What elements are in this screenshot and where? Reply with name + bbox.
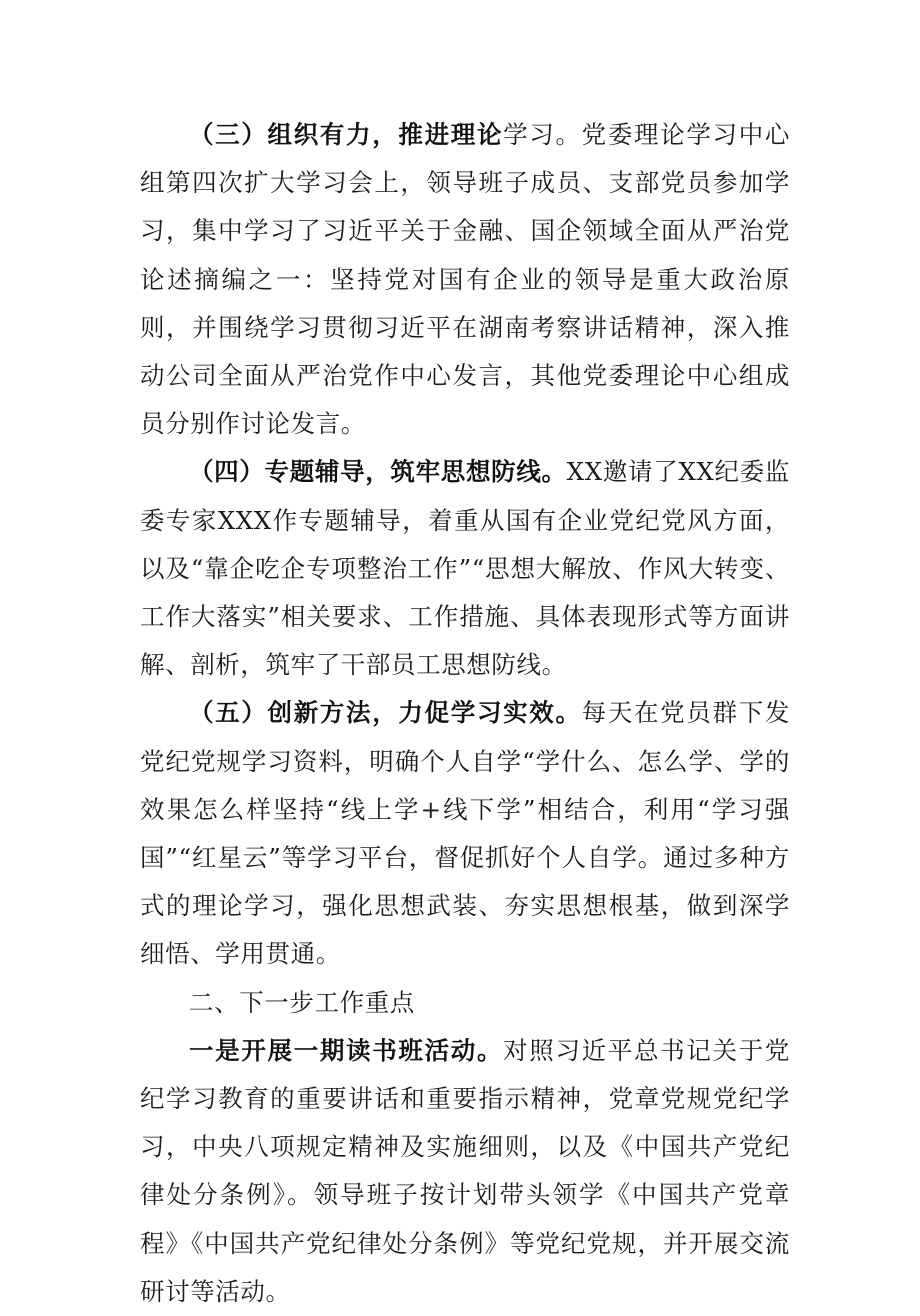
paragraph-text: 对照习近平总书记关于党纪学习教育的重要讲话和重要指示精神，党章党规党纪学习，中央八项规定精神及实施细则，以及《中国共产党纪律处分条例》。领导班子按计划带头领学《中国共产党章程》《中国共产党纪律处分条例》等党纪党规，并开展交流研讨等活动。	[140, 1035, 790, 1306]
paragraph-text: 每天在党员群下发党纪党规学习资料，明确个人自学“学什么、怎么学、学的效果怎么样坚持“线上学+线下学”相结合，利用“学习强国”“红星云”等学习平台，督促抓好个人自学。通过多种方式的理论学习，强化思想武装、夯实思想根基，做到深学细悟、学用贯通。	[140, 698, 790, 969]
paragraph-lead: 一是开展一期读书班活动。	[189, 1035, 504, 1065]
paragraph-lead: （四）专题辅导，筑牢思想防线。	[189, 457, 567, 487]
paragraph-lead: （五）创新方法，力促学习实效。	[189, 698, 582, 728]
paragraph-section-3	[140, 111, 790, 448]
paragraph-text: XX邀请了XX纪委监委专家XXX作专题辅导，着重从国有企业党纪党风方面，以及“靠企吃企专项整治工作”“思想大解放、作风大转变、工作大落实”相关要求、工作措施、具体表现形式等方面讲解、剖析，筑牢了干部员工思想防线。	[140, 457, 790, 680]
paragraph-item-1	[140, 1027, 790, 1316]
document-body	[140, 111, 790, 1316]
section-heading: 二、下一步工作重点	[189, 987, 415, 1017]
paragraph-lead: （三）组织有力，推进理论	[189, 120, 504, 149]
paragraph-text: 学习。党委理论学习中心组第四次扩大学习会上，领导班子成员、支部党员参加学习，集中学习了习近平关于金融、国企领域全面从严治党论述摘编之一：坚持党对国有企业的领导是重大政治原则，并围绕学习贯彻习近平在湖南考察讲话精神，深入推动公司全面从严治党作中心发言，其他党委理论中心组成员分别作讨论发言。	[140, 120, 790, 439]
paragraph-section-5	[140, 689, 790, 978]
paragraph-section-4	[140, 448, 790, 689]
